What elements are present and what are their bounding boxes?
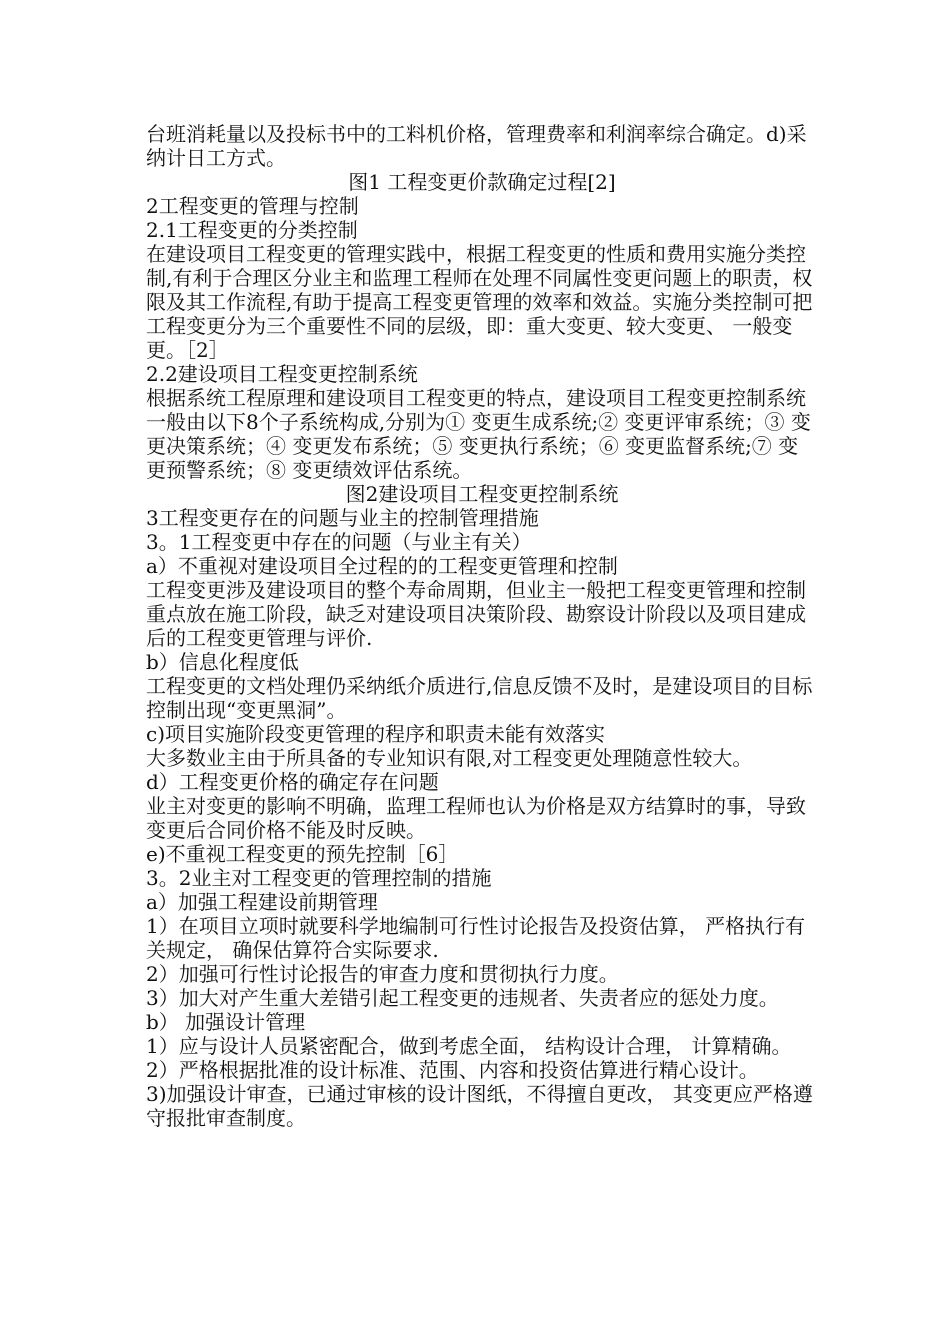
list-item: 3）加大对产生重大差错引起工程变更的违规者、失责者应的惩处力度。 xyxy=(146,986,779,1010)
list-item: 1）在项目立项时就要科学地编制可行性讨论报告及投资估算， 严格执行有关规定， 确保估算符合实际要求. xyxy=(146,914,806,962)
item-heading: a）不重视对建设项目全过程的的工程变更管理和控制 xyxy=(146,554,618,578)
list-item: 2）严格根据批准的设计标准、范围、内容和投资估算进行精心设计。 xyxy=(146,1058,759,1082)
paragraph: 工程变更涉及建设项目的整个寿命周期，但业主一般把工程变更管理和控制重点放在施工阶段，缺乏对建设项目决策阶段、勘察设计阶段以及项目建成后的工程变更管理与评价. xyxy=(146,578,806,650)
item-heading: e)不重视工程变更的预先控制［6］ xyxy=(146,842,459,866)
figure-caption: 图1 工程变更价款确定过程[2] xyxy=(348,170,616,194)
subsection-heading: 2.2建设项目工程变更控制系统 xyxy=(146,362,418,386)
figure-caption: 图2建设项目工程变更控制系统 xyxy=(345,482,619,506)
list-item: 3)加强设计审查，已通过审核的设计图纸，不得擅自更改， 其变更应严格遵守报批审查制度。 xyxy=(146,1082,813,1130)
subsection-heading: 2.1工程变更的分类控制 xyxy=(146,218,358,242)
paragraph: 业主对变更的影响不明确，监理工程师也认为价格是双方结算时的事，导致变更后合同价格不能及时反映。 xyxy=(146,794,806,842)
paragraph: 台班消耗量以及投标书中的工料机价格，管理费率和利润率综合确定。d)采纳计日工方式。 xyxy=(146,122,807,170)
section-heading: 2工程变更的管理与控制 xyxy=(146,194,359,218)
item-heading: c)项目实施阶段变更管理的程序和职责未能有效落实 xyxy=(146,722,606,746)
paragraph: 工程变更的文档处理仍采纳纸介质进行,信息反馈不及时，是建设项目的目标控制出现“变更黑洞”。 xyxy=(146,674,813,722)
document-body xyxy=(146,122,818,1130)
paragraph: 大多数业主由于所具备的专业知识有限,对工程变更处理随意性较大。 xyxy=(146,746,753,770)
paragraph: 在建设项目工程变更的管理实践中，根据工程变更的性质和费用实施分类控制,有利于合理区分业主和监理工程师在处理不同属性变更问题上的职责，权限及其工作流程,有助于提高工程变更管理的效率和效益。实施分类控制可把工程变更分为三个重要性不同的层级，即：重大变更、较大变更、 一般变更。［2］ xyxy=(146,242,813,362)
subsection-heading: 3。1工程变更中存在的问题（与业主有关） xyxy=(146,530,532,554)
list-item: 1）应与设计人员紧密配合，做到考虑全面， 结构设计合理， 计算精确。 xyxy=(146,1034,792,1058)
section-heading: 3工程变更存在的问题与业主的控制管理措施 xyxy=(146,506,539,530)
subsection-heading: 3。2业主对工程变更的管理控制的措施 xyxy=(146,866,492,890)
item-heading: b） 加强设计管理 xyxy=(146,1010,306,1034)
item-heading: d）工程变更价格的确定存在问题 xyxy=(146,770,439,794)
list-item: 2）加强可行性讨论报告的审查力度和贯彻执行力度。 xyxy=(146,962,619,986)
item-heading: a）加强工程建设前期管理 xyxy=(146,890,378,914)
item-heading: b）信息化程度低 xyxy=(146,650,299,674)
paragraph: 根据系统工程原理和建设项目工程变更的特点，建设项目工程变更控制系统一般由以下8个子系统构成,分别为① 变更生成系统;② 变更评审系统；③ 变更决策系统；④ 变更发布系统；⑤ 变更执行系统；⑥ 变更监督系统;⑦ 变更预警系统；⑧ 变更绩效评估系统。 xyxy=(146,386,811,482)
